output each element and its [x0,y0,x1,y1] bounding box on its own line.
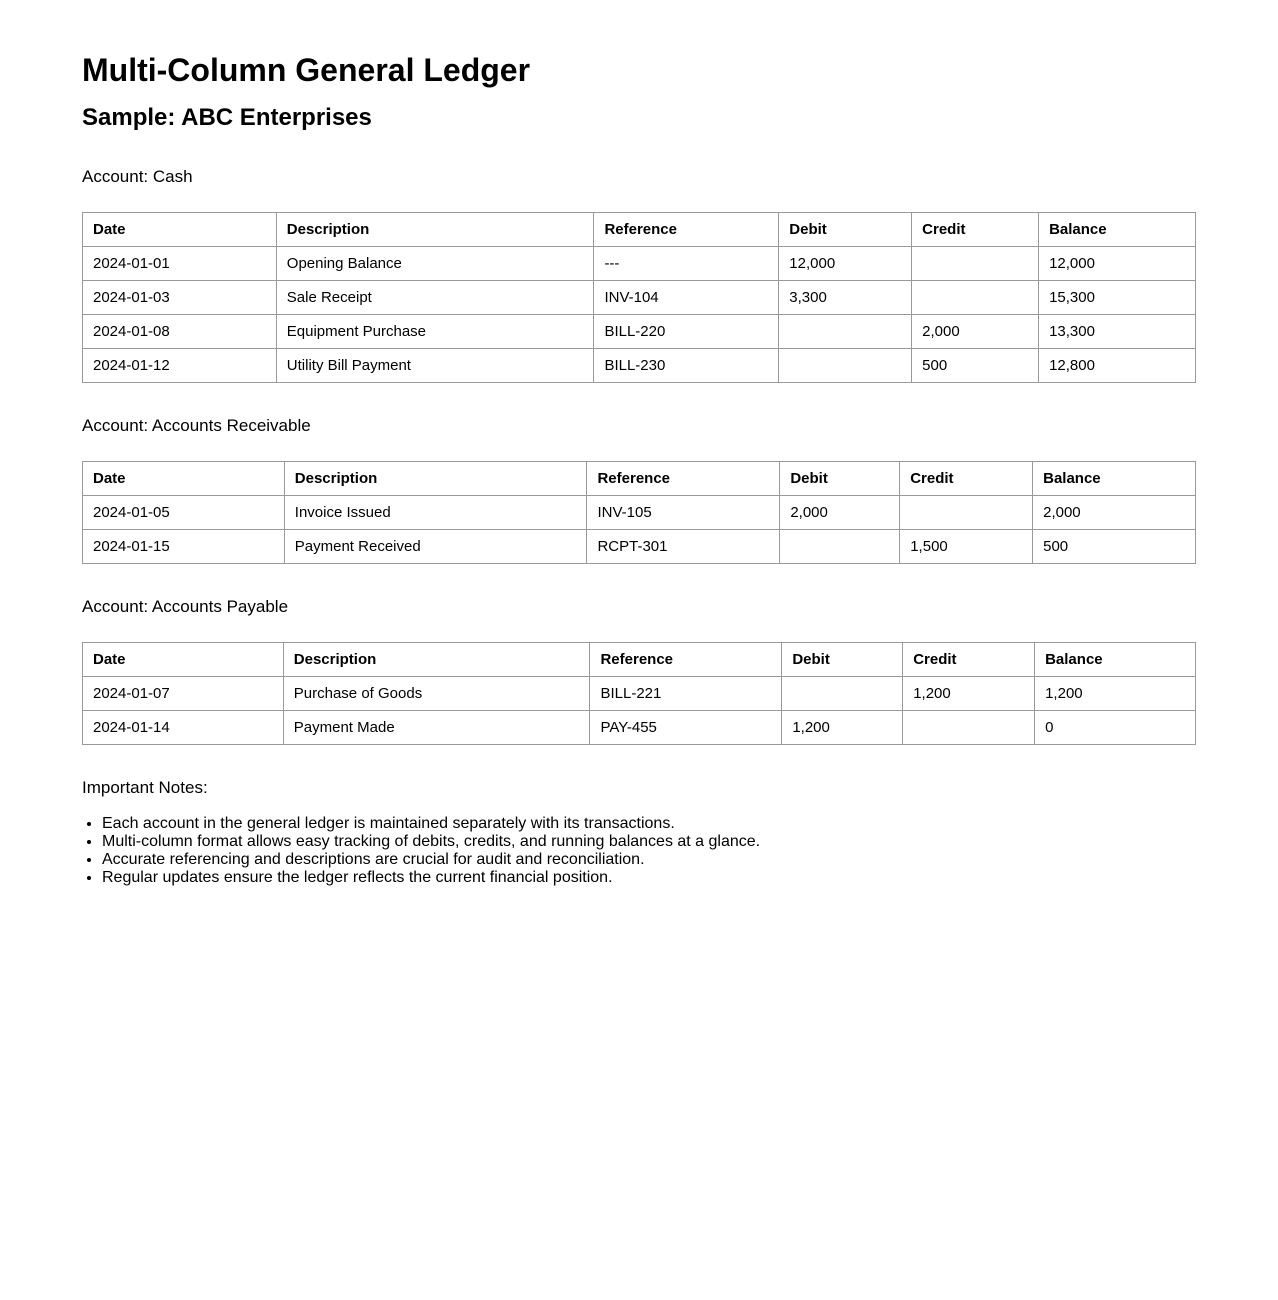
cell-description: Sale Receipt [276,281,594,315]
cell-debit: 12,000 [779,247,912,281]
column-header-reference: Reference [594,213,779,247]
column-header-debit: Debit [782,643,903,677]
cell-date: 2024-01-07 [83,677,284,711]
cell-description: Utility Bill Payment [276,349,594,383]
cell-description: Opening Balance [276,247,594,281]
column-header-date: Date [83,643,284,677]
table-header-row [83,462,1196,496]
cell-debit [779,349,912,383]
column-header-balance: Balance [1035,643,1196,677]
page-subtitle: Sample: ABC Enterprises [82,104,372,131]
list-item: • Accurate referencing and descriptions are crucial for audit and reconciliation. [102,851,1196,869]
cell-reference: BILL-221 [590,677,782,711]
cell-description: Equipment Purchase [276,315,594,349]
table-header-row [83,643,1196,677]
cell-description: Purchase of Goods [283,677,590,711]
table-header-row [83,213,1196,247]
column-header-debit: Debit [779,213,912,247]
cell-date: 2024-01-05 [83,496,285,530]
column-header-debit: Debit [780,462,900,496]
cell-date: 2024-01-12 [83,349,277,383]
column-header-description: Description [283,643,590,677]
cell-description: Payment Made [283,711,590,745]
column-header-credit: Credit [903,643,1035,677]
cell-reference: PAY-455 [590,711,782,745]
column-header-date: Date [83,462,285,496]
cell-description: Payment Received [284,530,587,564]
column-header-balance: Balance [1039,213,1196,247]
notes-title: Important Notes: [82,778,208,797]
cell-debit: 3,300 [779,281,912,315]
cell-credit [900,496,1033,530]
column-header-reference: Reference [587,462,780,496]
column-header-balance: Balance [1033,462,1196,496]
cell-credit [912,281,1039,315]
cell-reference: BILL-220 [594,315,779,349]
account-label-cash: Account: Cash [82,167,193,186]
cell-date: 2024-01-03 [83,281,277,315]
cell-credit: 1,200 [903,677,1035,711]
cell-balance: 12,800 [1039,349,1196,383]
cell-debit [779,315,912,349]
cell-balance: 500 [1033,530,1196,564]
cell-reference: BILL-230 [594,349,779,383]
table-row [83,281,1196,315]
cell-credit: 1,500 [900,530,1033,564]
column-header-date: Date [83,213,277,247]
list-item: • Each account in the general ledger is maintained separately with its transactions. [102,815,1196,833]
cell-description: Invoice Issued [284,496,587,530]
account-label-receivable: Account: Accounts Receivable [82,416,311,435]
column-header-reference: Reference [590,643,782,677]
cell-date: 2024-01-01 [83,247,277,281]
table-row [83,677,1196,711]
table-row [83,349,1196,383]
cell-debit [780,530,900,564]
cell-balance: 2,000 [1033,496,1196,530]
cell-date: 2024-01-14 [83,711,284,745]
cell-debit: 2,000 [780,496,900,530]
column-header-credit: Credit [900,462,1033,496]
list-item: • Regular updates ensure the ledger reflects the current financial position. [102,869,1196,887]
column-header-description: Description [284,462,587,496]
column-header-description: Description [276,213,594,247]
cell-reference: INV-104 [594,281,779,315]
cell-date: 2024-01-15 [83,530,285,564]
cell-credit [903,711,1035,745]
table-row [83,247,1196,281]
table-row [83,711,1196,745]
cell-balance: 13,300 [1039,315,1196,349]
column-header-credit: Credit [912,213,1039,247]
cell-reference: RCPT-301 [587,530,780,564]
cell-debit [782,677,903,711]
cell-date: 2024-01-08 [83,315,277,349]
ledger-table-payable [82,642,1196,745]
cell-credit [912,247,1039,281]
cell-balance: 0 [1035,711,1196,745]
ledger-table-receivable [82,461,1196,564]
list-item: • Multi-column format allows easy tracking of debits, credits, and running balances at a glance. [102,833,1196,851]
ledger-table-cash [82,212,1196,383]
table-row [83,530,1196,564]
cell-balance: 1,200 [1035,677,1196,711]
cell-debit: 1,200 [782,711,903,745]
cell-credit: 2,000 [912,315,1039,349]
table-row [83,315,1196,349]
cell-credit: 500 [912,349,1039,383]
page-title: Multi-Column General Ledger [82,52,531,88]
cell-reference: --- [594,247,779,281]
cell-reference: INV-105 [587,496,780,530]
notes-list [82,815,1196,887]
table-row [83,496,1196,530]
account-label-payable: Account: Accounts Payable [82,597,289,616]
cell-balance: 12,000 [1039,247,1196,281]
cell-balance: 15,300 [1039,281,1196,315]
